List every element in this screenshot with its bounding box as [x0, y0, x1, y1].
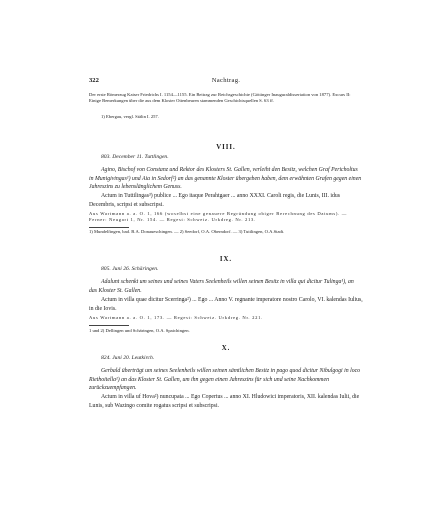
section-source: Aus Wartmann a. a. O. 1, 173. — Regest: Schweiz. Urkdreg. Nr. 221. — [89, 315, 263, 320]
top-note-footnote: 1) Ebergau, vergl. Stälin I. 257. — [101, 114, 159, 119]
section-date: 803. December 11. Tuttlingen. — [101, 154, 169, 160]
section-number: X. — [221, 345, 231, 352]
section-text: Actum in villa uf Hova²) nuncupata ... Ego Copertus ... anno XI. Hludowici imperatoris, XII. kalendas Iulii, die Lunis, sub Wazingo comite rogatus scripsi et subscripsi. — [89, 394, 360, 409]
top-note: Der erste Römerzug Kaiser Friedrichs I. 1154—1155. Ein Beitrag zur Reichsgeschichte (Göttinger Inauguraldissertation von 1877). Excurs II: Einige Bemerkungen über die aus dem Kloster Ottenbeuren stammenden Geschichtsquellen S. 63 ff. — [89, 92, 351, 104]
section-regest: Gerbald überträgt um seines Seelenheils willen seinen sämtlichen Besitz in pago quod dicitur Nibulgogi in loco Riethoitella¹) an das Kloster St. Gallen, um ihn gegen einen Jahreszins für sich und seine Nachkommen zurückzuempfangen. — [89, 368, 361, 392]
section-text: Actum in Tuttilingas³) publice ... Ego itaque Perahtgaer ... anno XXXI. Caroli regis, die Lunis, III. idus Decembris, scripsi et subscripsi. — [89, 193, 341, 208]
section-text: Actum in villa quae dicitur Scerringa²) ... Ego ... Anno V. regnante imperatore nostro Carolo, VI. kalendas Iulius, in die Iovis. — [89, 297, 363, 312]
section-regest: Agino, Bischof von Constanz und Rektor des Klosters St. Gallen, verleiht den Besitz, welchen Graf Pericholtus in Munigivingas¹) und Aia in Sedorf²) an das genannte Kloster übergeben haben, dem erwähnten Grafen gegen einen Jahreszins zu lebenslänglichem Genuss. — [89, 167, 362, 191]
section-regest: Adalunt schenkt um seines und seines Vaters Seelenheils willen seinen Besitz in villa qui dicitur Tulinga¹), an das Kloster St. Gallen. — [89, 279, 354, 294]
section-number: IX. — [219, 256, 233, 263]
page-number: 322 — [89, 77, 99, 84]
running-header — [89, 77, 363, 87]
page-title: Nachtrag. — [211, 77, 241, 84]
section-number: VIII. — [216, 144, 236, 151]
footnote-rule — [89, 325, 363, 326]
section-date: 824. Juni 20. Leutkirch. — [101, 355, 155, 361]
section-notes: 1 und 2) Dellingen und Schäringen, O.A. Spaichingen. — [89, 328, 190, 333]
section-date: 805. Juni 26. Schäringen. — [101, 266, 159, 272]
section-source: Aus Wartmann a. a. O. 1, 166 (woselbst eine genauere Begründung obiger Berechnung des Datums). — Ferner: Neugart 1, Nr. 154. — Regest: Schweiz. Urkdreg. Nr. 213. — [89, 211, 348, 223]
section-notes: 1) Mundelfingen, bad. B.A. Donaueschingen. — 2) Seedorf, O.A. Oberndorf. — 3) Tuttlingen, O.A.Stadt. — [89, 229, 285, 234]
footnote-rule — [89, 227, 363, 228]
